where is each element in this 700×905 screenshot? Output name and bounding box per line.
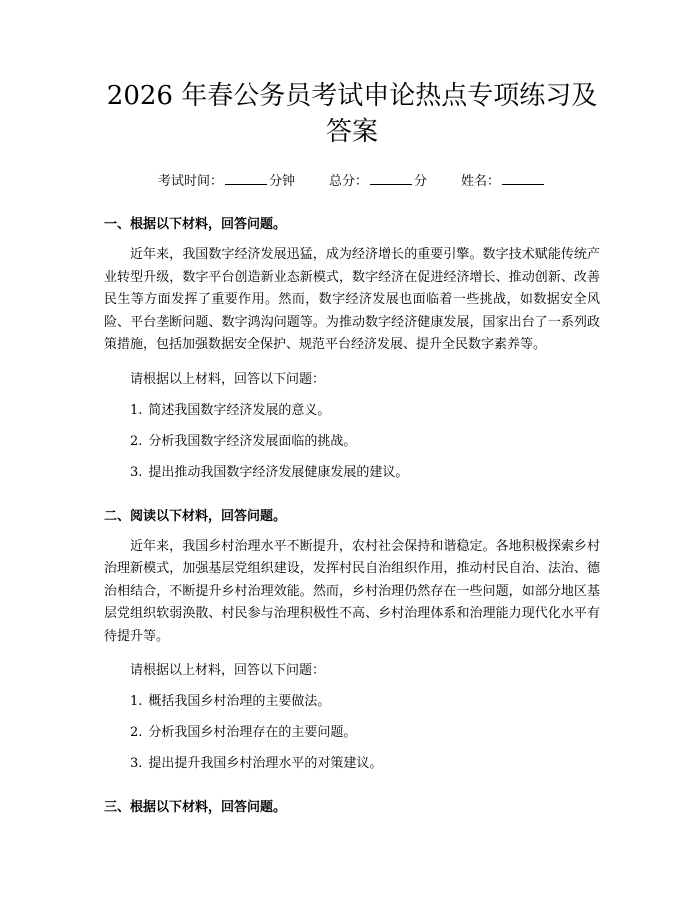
section-heading: 一、根据以下材料，回答问题。 bbox=[104, 217, 287, 232]
total-score-blank bbox=[370, 172, 412, 185]
question-text: 提出提升我国乡村治理水平的对策建议。 bbox=[148, 756, 383, 771]
section-2 bbox=[104, 506, 600, 776]
question-number: 1. bbox=[130, 402, 143, 418]
exam-time-blank bbox=[225, 172, 267, 185]
meta-exam-time-label: 考试时间： bbox=[157, 174, 223, 189]
material-paragraph: 近年来，我国数字经济发展迅猛，成为经济增长的重要引擎。数字技术赋能传统产业转型升级，数字平台创造新业态新模式，数字经济在促进经济增长、推动创新、改善民生等方面发挥了重要作用。然而，数字经济发展也面临着一些挑战，如数据安全风险、平台垄断问题、数字鸿沟问题等。为推动数字经济健康发展，国家出台了一系列政策措施，包括加强数据安全保护、规范平台经济发展、提升全民数字素养等。 bbox=[104, 247, 600, 352]
section-heading: 三、根据以下材料，回答问题。 bbox=[104, 800, 287, 815]
question-item bbox=[104, 431, 600, 453]
exam-meta-row bbox=[104, 172, 600, 192]
material-paragraph: 近年来，我国乡村治理水平不断提升，农村社会保持和谐稳定。各地积极探索乡村治理新模式，加强基层党组织建设，发挥村民自治组织作用，推动村民自治、法治、德治相结合，不断提升乡村治理效能。然而，乡村治理仍然存在一些问题，如部分地区基层党组织软弱涣散、村民参与治理积极性不高、乡村治理体系和治理能力现代化水平有待提升等。 bbox=[104, 538, 600, 644]
meta-name-label: 姓名： bbox=[461, 174, 501, 189]
meta-total-score bbox=[329, 172, 427, 192]
question-item bbox=[104, 691, 600, 713]
question-prompt: 请根据以上材料，回答以下问题： bbox=[130, 663, 326, 678]
question-item bbox=[104, 400, 600, 422]
question-item bbox=[104, 462, 600, 484]
question-list bbox=[104, 400, 600, 484]
question-text: 分析我国数字经济发展面临的挑战。 bbox=[148, 433, 357, 449]
question-item bbox=[104, 753, 600, 775]
question-number: 1. bbox=[130, 694, 143, 709]
section-1 bbox=[104, 214, 600, 484]
question-number: 3. bbox=[130, 464, 143, 480]
question-text: 提出推动我国数字经济发展健康发展的建议。 bbox=[148, 464, 409, 480]
section-3 bbox=[104, 797, 600, 819]
question-prompt: 请根据以上材料，回答以下问题： bbox=[130, 371, 326, 387]
question-text: 简述我国数字经济发展的意义。 bbox=[148, 402, 331, 418]
meta-total-score-suffix: 分 bbox=[414, 174, 428, 189]
question-text: 分析我国乡村治理存在的主要问题。 bbox=[148, 725, 357, 740]
page-title: 2026 年春公务员考试申论热点专项练习及答案 bbox=[106, 81, 598, 147]
meta-name bbox=[461, 172, 546, 192]
name-blank bbox=[502, 172, 544, 185]
meta-total-score-label: 总分： bbox=[328, 174, 368, 189]
meta-exam-time bbox=[158, 172, 295, 192]
meta-exam-time-suffix: 分钟 bbox=[268, 174, 295, 189]
question-list bbox=[104, 691, 600, 775]
question-text: 概括我国乡村治理的主要做法。 bbox=[148, 694, 331, 709]
exam-page bbox=[104, 78, 600, 827]
section-heading: 二、阅读以下材料，回答问题。 bbox=[104, 508, 287, 524]
question-number: 2. bbox=[130, 433, 143, 449]
question-number: 3. bbox=[130, 756, 143, 771]
question-number: 2. bbox=[130, 725, 143, 740]
question-item bbox=[104, 722, 600, 744]
